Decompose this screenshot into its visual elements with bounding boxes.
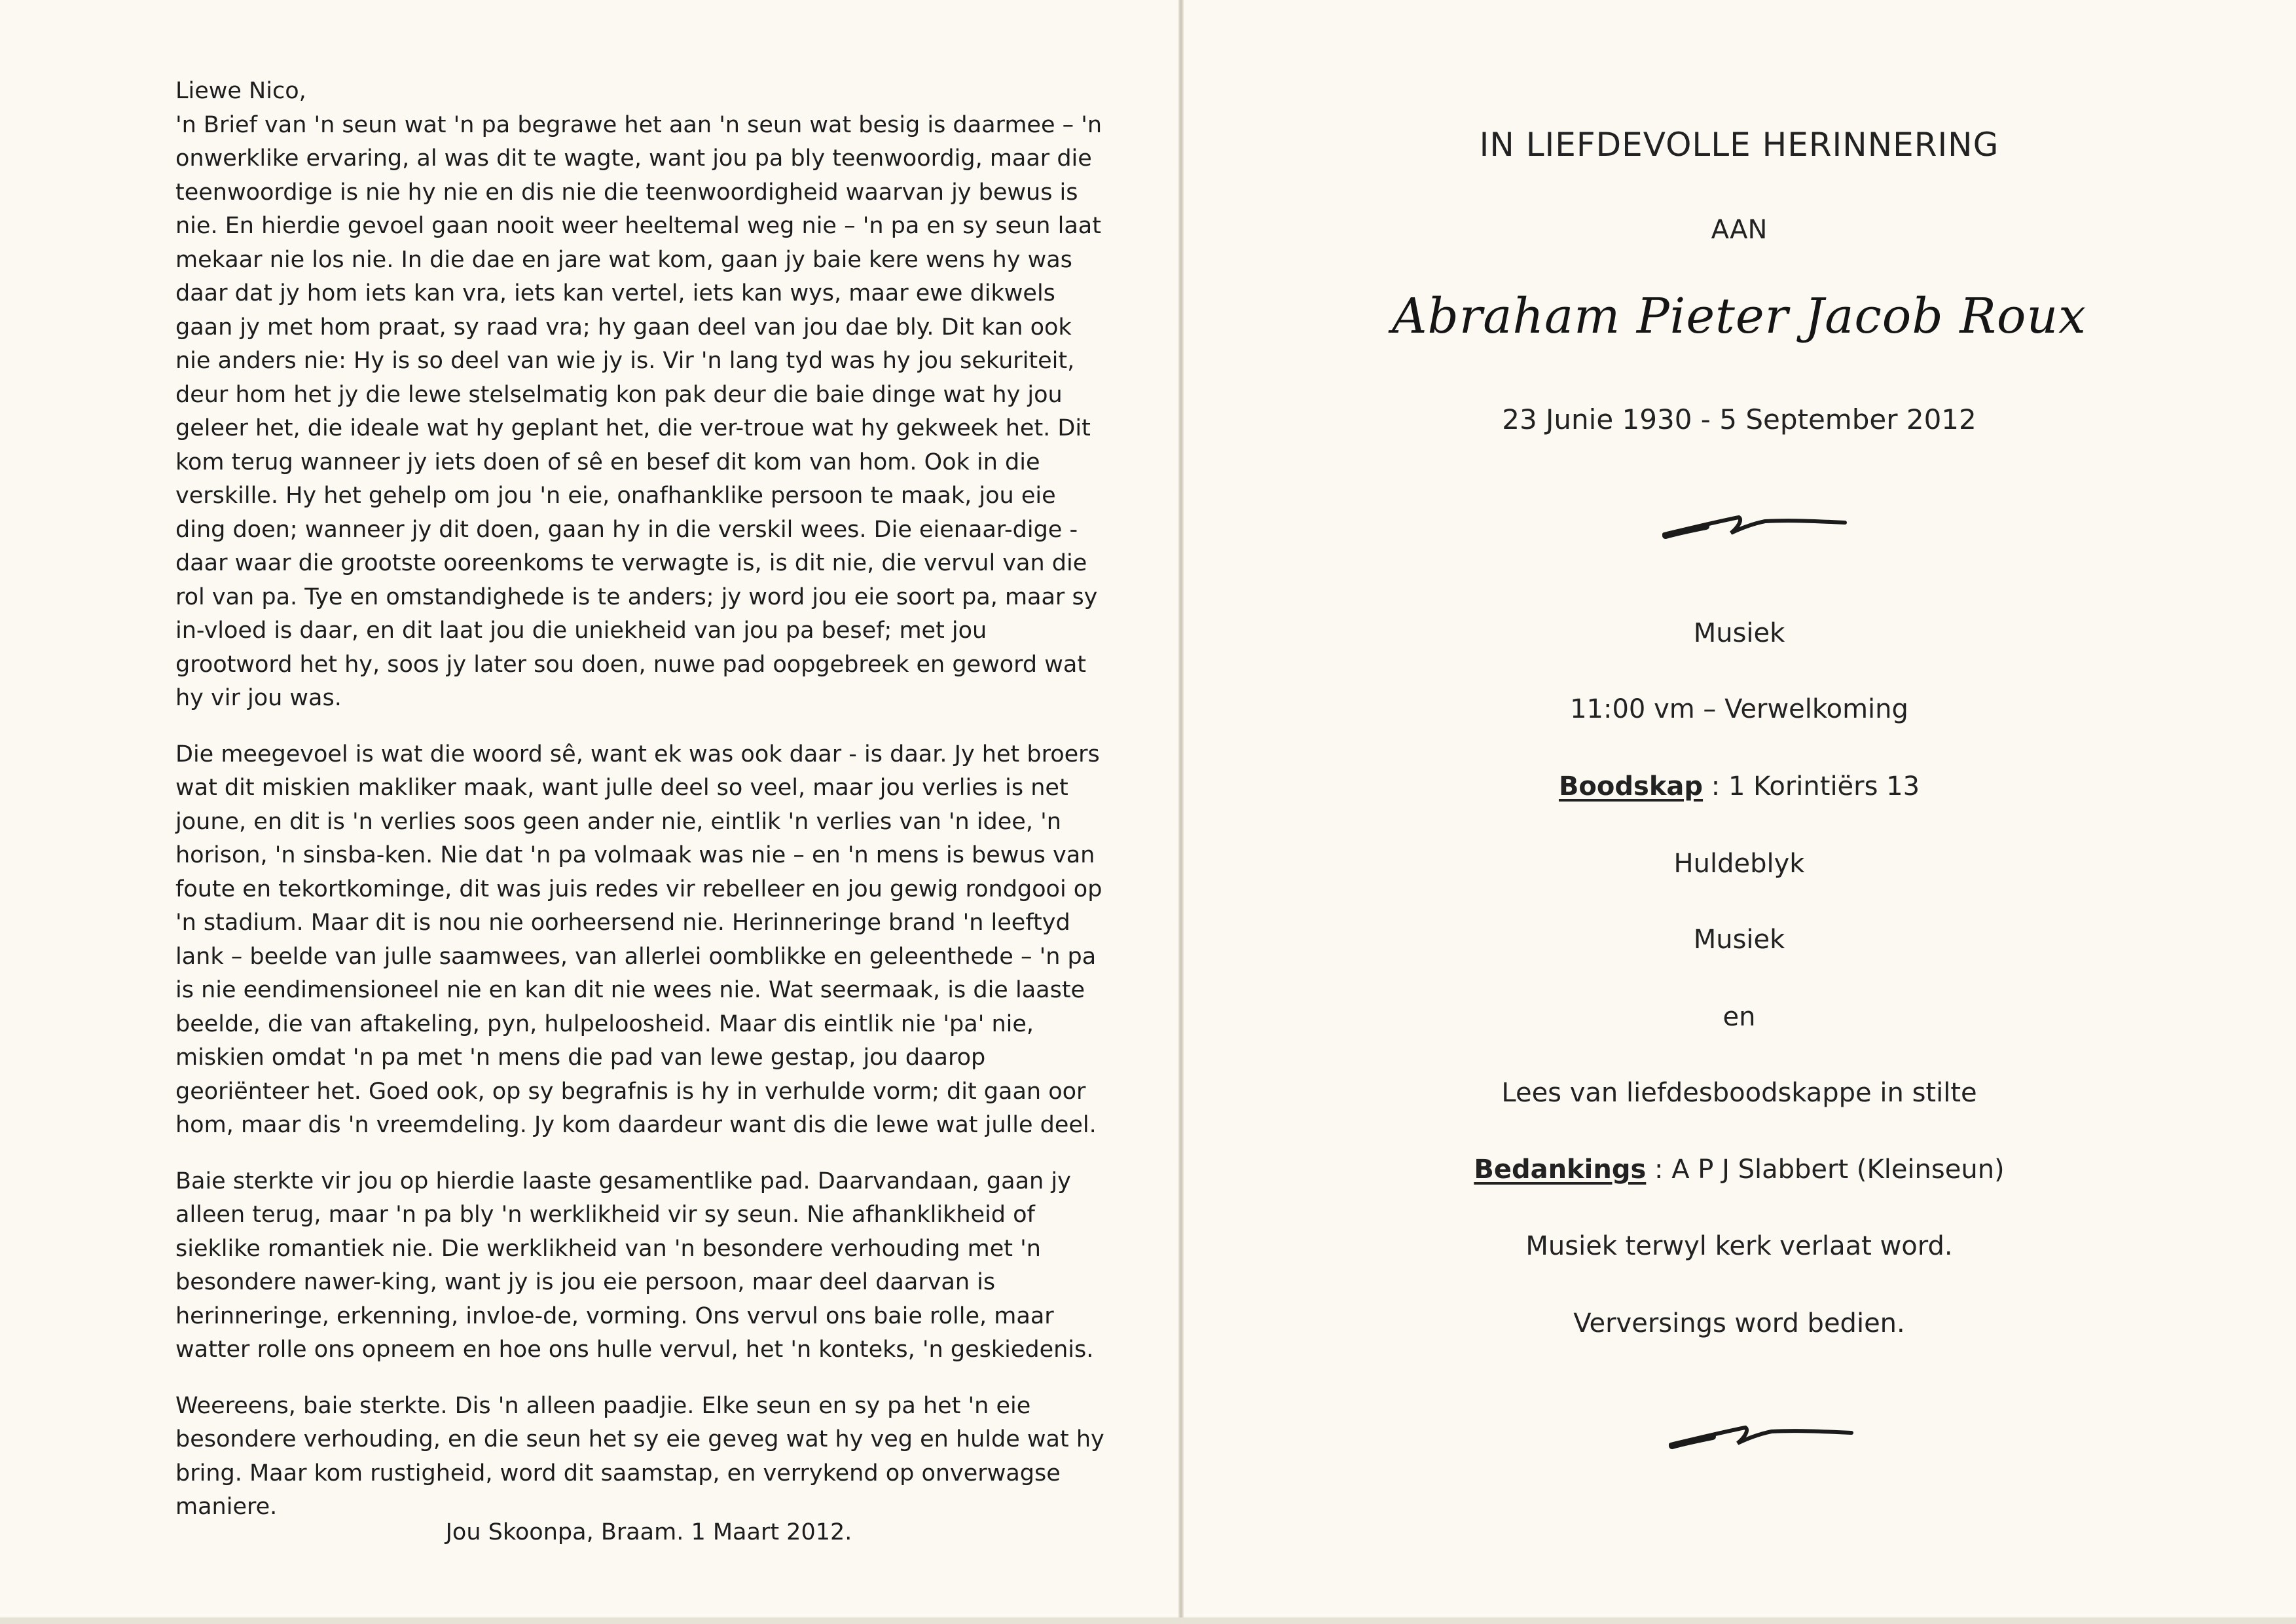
programme-lees: Lees van liefdesboodskappe in stilte	[1501, 1078, 1977, 1108]
programme-musiek-2: Musiek	[1693, 925, 1785, 955]
memorial-title: IN LIEFDEVOLLE HERINNERING	[1479, 126, 1999, 164]
bottom-edge	[0, 1617, 2296, 1624]
flourish-divider-icon	[1667, 1416, 1857, 1455]
letter-signature-block	[0, 1519, 1180, 1545]
bedankings-label: Bedankings	[1474, 1154, 1647, 1185]
letter-paragraph: Baie sterkte vir jou op hierdie laaste gesamentlike pad. Daarvandaan, gaan jy alleen terug, maar 'n pa bly 'n werklikheid vir sy seun. Nie afhanklikheid of sieklike romantiek nie. Die werklikheid van 'n besondere verhouding met 'n besondere nawer-king, want jy is jou eie persoon, maar deel daarvan is herinneringe, erkenning, invloe-de, vorming. Ons vervul ons baie rolle, maar watter rolle ons opneem en hoe ons hulle vervul, het 'n konteks, 'n geskiedenis.	[175, 1168, 1094, 1363]
boodskap-label: Boodskap	[1558, 771, 1704, 802]
programme-verwelkoming: 11:00 vm – Verwelkoming	[1570, 694, 1908, 724]
programme-verversings: Verversings word bedien.	[1573, 1308, 1905, 1338]
programme-huldeblyk: Huldeblyk	[1673, 849, 1805, 879]
life-dates: 23 Junie 1930 - 5 September 2012	[1502, 403, 1977, 435]
programme-musiek: Musiek	[1693, 618, 1785, 648]
deceased-name: Abraham Pieter Jacob Roux	[1392, 288, 2086, 344]
letter-signature: Jou Skoonpa, Braam. 1 Maart 2012.	[445, 1519, 852, 1545]
letter-body	[175, 75, 1105, 1547]
flourish-divider-icon	[1660, 506, 1850, 545]
programme-bedankings	[1182, 1154, 2296, 1185]
letter-paragraph: Weereens, baie sterkte. Dis 'n alleen paadjie. Elke seun en sy pa het 'n eie besondere verhouding, en die seun het sy eie geveg wat hy veg en hulde wat hy bring. Maar kom rustigheid, word dit saamstap, en verrykend op onverwagse maniere.	[175, 1392, 1104, 1520]
letter-paragraph: Die meegevoel is wat die woord sê, want ek was ook daar - is daar. Jy het broers wat dit miskien makliker maak, want julle deel so veel, maar jou verlies is net joune, en dit is 'n verlies soos geen ander nie, eintlik 'n verlies van 'n idee, 'n horison, 'n sinsba-ken. Nie dat 'n pa volmaak was nie – en 'n mens is bewus van foute en tekortkominge, dit was juis redes vir rebelleer en jou gewig rondgooi op 'n stadium. Maar dit is nou nie oorheersend nie. Herinneringe brand 'n leeftyd lank – beelde van julle saamwees, van allerlei oomblikke en geleenthede – 'n pa is nie eendimensioneel nie en kan dit nie wees nie. Wat seermaak, is die laaste beelde, die van aftakeling, pyn, hulpeloosheid. Maar dis eintlik nie 'pa' nie, miskien omdat 'n pa met 'n mens die pad van lewe gestap, jou daarop georiënteer het. Goed ook, op sy begrafnis is hy in verhulde vorm; dit gaan oor hom, maar dis 'n vreemdeling. Jy kom daardeur want dis die lewe wat julle deel.	[175, 741, 1102, 1138]
programme-boodskap	[1182, 771, 2296, 802]
letter-paragraph: 'n Brief van 'n seun wat 'n pa begrawe het aan 'n seun wat besig is daarmee – 'n onwerklike ervaring, al was dit te wagte, want jou pa bly teenwoordig, maar die teenwoordige is nie hy nie en dis nie die teenwoordigheid waarvan jy bewus is nie. En hierdie gevoel gaan nooit weer heeltemal weg nie – 'n pa en sy seun laat mekaar nie los nie. In die dae en jare wat kom, gaan jy baie kere wens hy was daar dat jy hom iets kan vra, iets kan vertel, iets kan wys, maar ewe dikwels gaan jy met hom praat, sy raad vra; hy gaan deel van jou dae bly. Dit kan ook nie anders nie: Hy is so deel van wie jy is. Vir 'n lang tyd was hy jou sekuriteit, deur hom het jy die lewe stelselmatig kon pak deur die baie dinge wat hy jou geleer het, die ideale wat hy geplant het, die ver-troue wat hy gekweek het. Dit kom terug wanneer jy iets doen of sê en besef dit kom van hom. Ook in die verskille. Hy het gehelp om jou 'n eie, onafhanklike persoon te maak, jou eie ding doen; wanneer jy dit doen, gaan hy in die verskil wees. Die eienaar-dige - daar waar die grootste ooreenkoms te verwagte is, is dit nie, die vervul van die rol van pa. Tye en omstandighede is te anders; jy word jou eie soort pa, maar sy in-vloed is daar, en dit laat jou die uniekheid van jou pa besef; met jou grootword het hy, soos jy later sou doen, nuwe pad oopgebreek en geword wat hy vir jou was.	[175, 111, 1102, 711]
programme-en: en	[1722, 1002, 1756, 1032]
letter-greeting: Liewe Nico,	[175, 78, 306, 104]
programme-musiek-kerk: Musiek terwyl kerk verlaat word.	[1525, 1231, 1953, 1261]
boodskap-value: : 1 Korintiërs 13	[1703, 771, 1920, 802]
memorial-aan: AAN	[1711, 215, 1768, 245]
bedankings-value: : A P J Slabbert (Kleinseun)	[1646, 1154, 2005, 1185]
